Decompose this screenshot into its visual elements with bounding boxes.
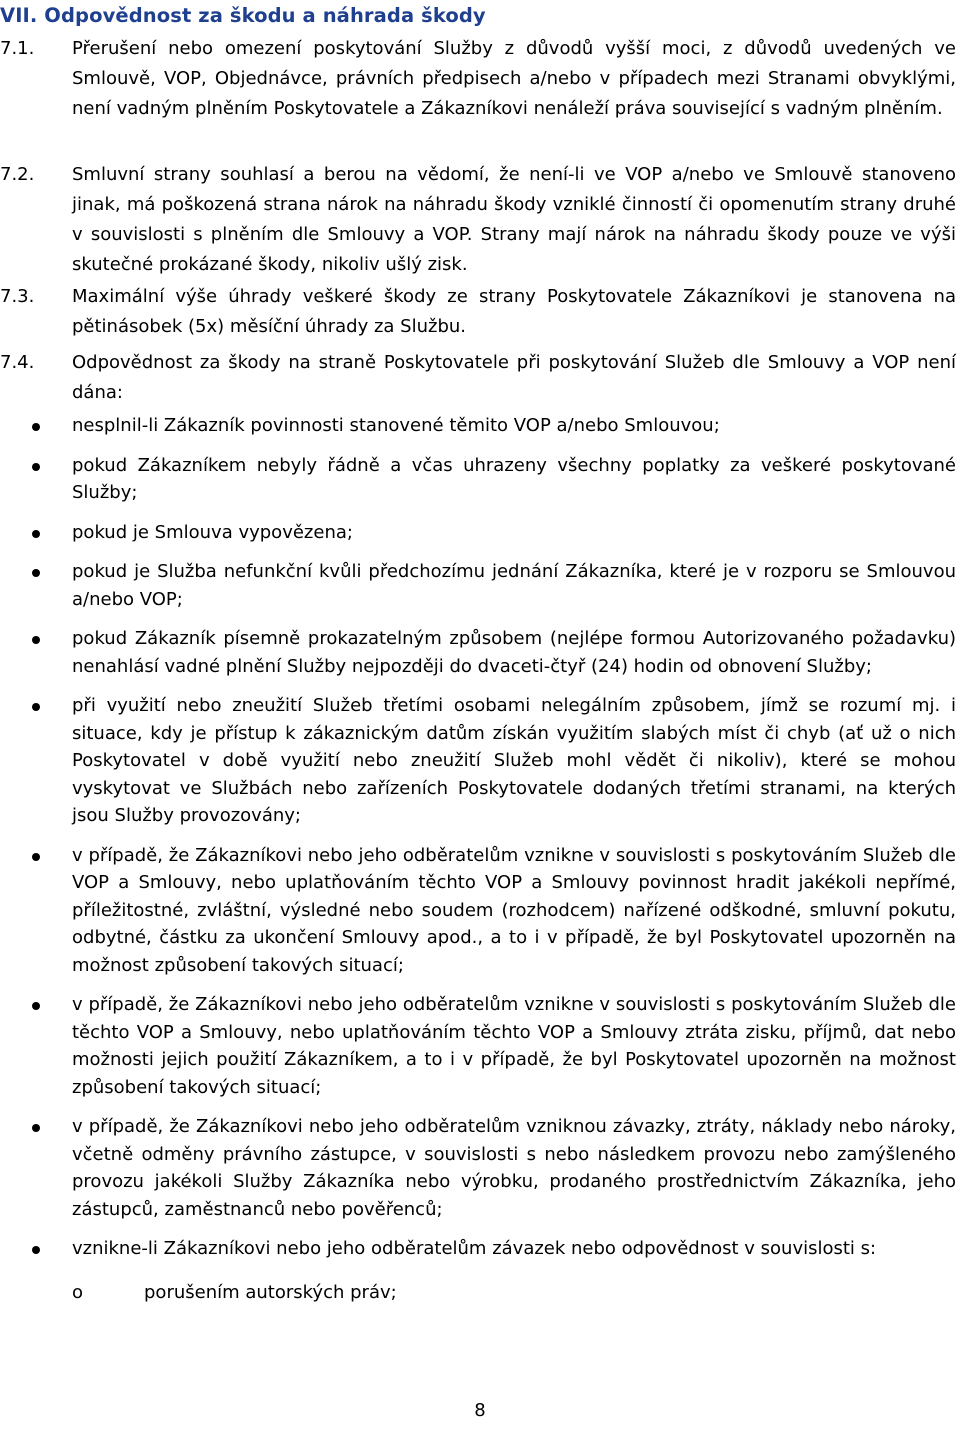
page-number: 8 bbox=[474, 1400, 486, 1421]
list-item bbox=[0, 1113, 960, 1223]
list-item-text: vznikne-li Zákazníkovi nebo jeho odběratelům závazek nebo odpovědnost v souvislosti s: bbox=[72, 1238, 877, 1259]
bullet-icon bbox=[32, 636, 40, 644]
list-item bbox=[0, 558, 960, 613]
clause-text: Maximální výše úhrady veškeré škody ze strany Poskytovatele Zákazníkovi je stanovena na pětinásobek (5x) měsíční úhrady za Službu. bbox=[72, 286, 956, 337]
clause-number: 7.4. bbox=[0, 352, 35, 373]
clause-text: Smluvní strany souhlasí a berou na vědomí, že není-li ve VOP a/nebo ve Smlouvě stanoveno jinak, má poškozená strana nárok na náhradu škody vzniklé činností či opomenutím strany druhé v souvislosti s plněním dle Smlouvy a VOP. Strany mají nárok na náhradu škody pouze ve výši skutečné prokázané škody, nikoliv ušlý zisk. bbox=[72, 164, 956, 275]
list-item-text: při využití nebo zneužití Služeb třetími osobami nelegálním způsobem, jímž se rozumí mj. i situace, kdy je přístup k zákaznickým datům získán využitím slabých míst či chyb (ať už o nich Poskytovatel v době využití nebo zneužití Služeb mohl vědět či nikoliv), které se mohou vyskytovat ve Službách nebo zařízeních Poskytovatele dodaných třetími stranami, na kterých jsou Služby provozovány; bbox=[72, 695, 956, 826]
list-item bbox=[0, 692, 960, 830]
bullet-icon bbox=[32, 463, 40, 471]
list-item bbox=[0, 991, 960, 1101]
sub-list-item-text: porušením autorských práv; bbox=[144, 1281, 397, 1303]
list-item bbox=[0, 1235, 960, 1306]
circle-bullet-icon: o bbox=[72, 1281, 84, 1303]
list-item bbox=[0, 519, 960, 547]
bullet-icon bbox=[32, 1246, 40, 1254]
bullet-icon bbox=[32, 853, 40, 861]
bullet-icon bbox=[32, 423, 40, 431]
clause-number: 7.3. bbox=[0, 286, 35, 307]
bullet-icon bbox=[32, 1002, 40, 1010]
list-item-text: v případě, že Zákazníkovi nebo jeho odběratelům vzniknou závazky, ztráty, náklady nebo nároky, včetně odměny právního zástupce, v souvislosti s nebo následkem provozu nebo zamýšleného provozu jakékoli Služby Zákazníka nebo výrobku, prodaného prostřednictvím Zákazníka, jeho zástupců, zaměstnanců nebo pověřenců; bbox=[72, 1116, 956, 1220]
sub-list-item bbox=[72, 1279, 956, 1307]
list-item-text: v případě, že Zákazníkovi nebo jeho odběratelům vznikne v souvislosti s poskytováním Služeb dle VOP a Smlouvy, nebo uplatňováním těchto VOP a Smlouvy povinnost hradit jakékoli nepřímé, příležitostné, zvláštní, výsledné nebo soudem (rozhodcem) nařízené odškodné, smluvní pokutu, odbytné, částku za ukončení Smlouvy apod., a to i v případě, že byl Poskytovatel upozorněn na možnost způsobení takových situací; bbox=[72, 844, 956, 976]
bullet-icon bbox=[32, 703, 40, 711]
liability-exclusions-list bbox=[0, 412, 960, 1318]
clause-number: 7.2. bbox=[0, 164, 35, 185]
section-heading: VII. Odpovědnost za škodu a náhrada škody bbox=[0, 4, 486, 27]
list-item bbox=[0, 452, 960, 507]
sub-list bbox=[72, 1279, 956, 1307]
list-item bbox=[0, 625, 960, 680]
list-item-text: pokud Zákazník písemně prokazatelným způsobem (nejlépe formou Autorizovaného požadavku) nenahlásí vadné plnění Služby nejpozději do dvaceti-čtyř (24) hodin od obnovení Služby; bbox=[72, 628, 956, 677]
list-item-text: pokud je Služba nefunkční kvůli předchozímu jednání Zákazníka, které je v rozporu se Smlouvou a/nebo VOP; bbox=[72, 561, 956, 610]
list-item-text: v případě, že Zákazníkovi nebo jeho odběratelům vznikne v souvislosti s poskytováním Služeb dle těchto VOP a Smlouvy, nebo uplatňováním těchto VOP a Smlouvy ztráta zisku, příjmů, dat nebo možnosti jejich použití Zákazníkem, a to i v případě, že byl Poskytovatel upozorněn na možnost způsobení takových situací; bbox=[72, 994, 956, 1098]
bullet-icon bbox=[32, 1124, 40, 1132]
list-item-text: pokud Zákazníkem nebyly řádně a včas uhrazeny všechny poplatky za veškeré poskytované Služby; bbox=[72, 454, 956, 503]
bullet-icon bbox=[32, 530, 40, 538]
list-item-text: pokud je Smlouva vypovězena; bbox=[72, 521, 353, 543]
clause-text: Přerušení nebo omezení poskytování Služby z důvodů vyšší moci, z důvodů uvedených ve Smlouvě, VOP, Objednávce, právních předpisech a/nebo v případech mezi Stranami obvyklými, není vadným plněním Poskytovatele a Zákazníkovi nenáleží práva související s vadným plněním. bbox=[72, 38, 956, 119]
list-item bbox=[0, 412, 960, 440]
clause-number: 7.1. bbox=[0, 38, 35, 59]
list-item-text: nesplnil-li Zákazník povinnosti stanovené těmito VOP a/nebo Smlouvou; bbox=[72, 415, 720, 436]
clause-text: Odpovědnost za škody na straně Poskytovatele při poskytování Služeb dle Smlouvy a VOP není dána: bbox=[72, 352, 956, 403]
list-item bbox=[0, 842, 960, 980]
bullet-icon bbox=[32, 569, 40, 577]
